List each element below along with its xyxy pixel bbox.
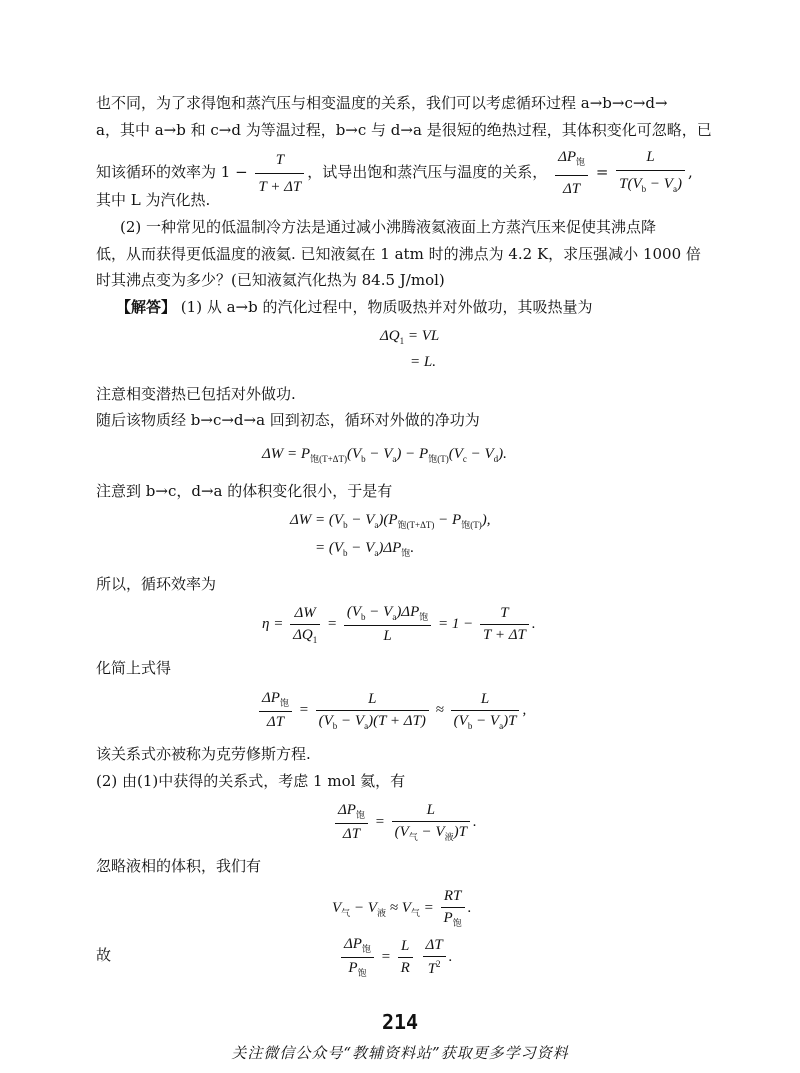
- equation: $\frac{\Delta P_饱}{\Delta T}$ = $\frac{L}{(V_b - V_a)(T + \Delta T)}$ ≈ $\frac{L}{(V_b - V_a)T}$ ,: [256, 690, 526, 731]
- page-number: 214: [381, 1010, 419, 1034]
- answer-line: 【解答】 (1) 从 a→b 的汽化过程中，物质吸热并对外做功，其吸热量为: [116, 298, 593, 316]
- text-line: 注意相变潜热已包括对外做功.: [96, 385, 296, 403]
- equation: $\Delta Q_1$ = VL: [380, 328, 440, 346]
- text-line: 低，从而获得更低温度的液氦. 已知液氦在 1 atm 时的沸点为 4.2 K，求压强减小 1000 倍: [96, 245, 701, 263]
- text-line: 时其沸点变为多少？(已知液氦汽化热为 84.5 J/mol): [96, 271, 445, 289]
- text-line: 化简上式得: [96, 659, 172, 677]
- text-line: (2) 由(1)中获得的关系式，考虑 1 mol 氦，有: [96, 772, 406, 790]
- text-line: 也不同，为了求得饱和蒸汽压与相变温度的关系，我们可以考虑循环过程 a→b→c→d→: [96, 94, 668, 112]
- equation: $\Delta W = P_{饱(T+\Delta T)}(V_b - V_a) - P_{饱(T)}(V_c - V_d)$.: [262, 446, 507, 464]
- text-line: 忽略液相的体积，我们有: [96, 857, 262, 875]
- equation: $V_气 - V_液 \approx V_气$ = $\frac{RT}{P_饱}$ .: [332, 888, 472, 928]
- text-line: 该关系式亦被称为克劳修斯方程.: [96, 745, 311, 763]
- equation: = $(V_b - V_a)\Delta P_饱$.: [315, 540, 415, 558]
- text-line: 其中 L 为汽化热.: [96, 191, 211, 209]
- equation: $\frac{\Delta P_饱}{\Delta T}$ = $\frac{L}{(V_气 - V_液)T}$ .: [332, 802, 477, 843]
- text-line: (2) 一种常见的低温制冷方法是通过减小沸腾液氦液面上方蒸汽压来促使其沸点降: [120, 218, 657, 236]
- text-line-with-formula: 知该循环的效率为 1 − $\frac{T}{T + \Delta T}$ ，试导出饱和蒸汽压与温度的关系， $\frac{\Delta P_饱}{\Delta T}$ = $\frac{L}{T(V_b - V_a)}$ ,: [96, 146, 708, 200]
- equation: η = $\frac{\Delta W}{\Delta Q_1}$ = $\frac{(V_b - V_a)\Delta P_饱}{L}$ = 1 − $\frac{T}{T + \Delta T}$ .: [262, 604, 536, 645]
- text-line: 随后该物质经 b→c→d→a 回到初态，循环对外做的净功为: [96, 411, 480, 429]
- text-line: 注意到 b→c，d→a 的体积变化很小，于是有: [96, 482, 393, 500]
- text-line: 故: [96, 946, 112, 964]
- answer-tag: 【解答】: [116, 298, 177, 316]
- equation: $\frac{\Delta P_饱}{P_饱}$ = $\frac{L}{R}$ $\frac{\Delta T}{T^2}$ .: [338, 936, 452, 979]
- text-line: 所以，循环效率为: [96, 575, 217, 593]
- footer-watermark: 关注微信公众号“教辅资料站”获取更多学习资料: [231, 1044, 569, 1062]
- equation: $\Delta W = (V_b - V_a)(P_{饱(T+\Delta T)} - P_{饱(T)})$,: [290, 512, 491, 530]
- equation: = L.: [410, 354, 436, 370]
- text-line: a，其中 a→b 和 c→d 为等温过程，b→c 与 d→a 是很短的绝热过程，其体积变化可忽略，已: [96, 121, 712, 139]
